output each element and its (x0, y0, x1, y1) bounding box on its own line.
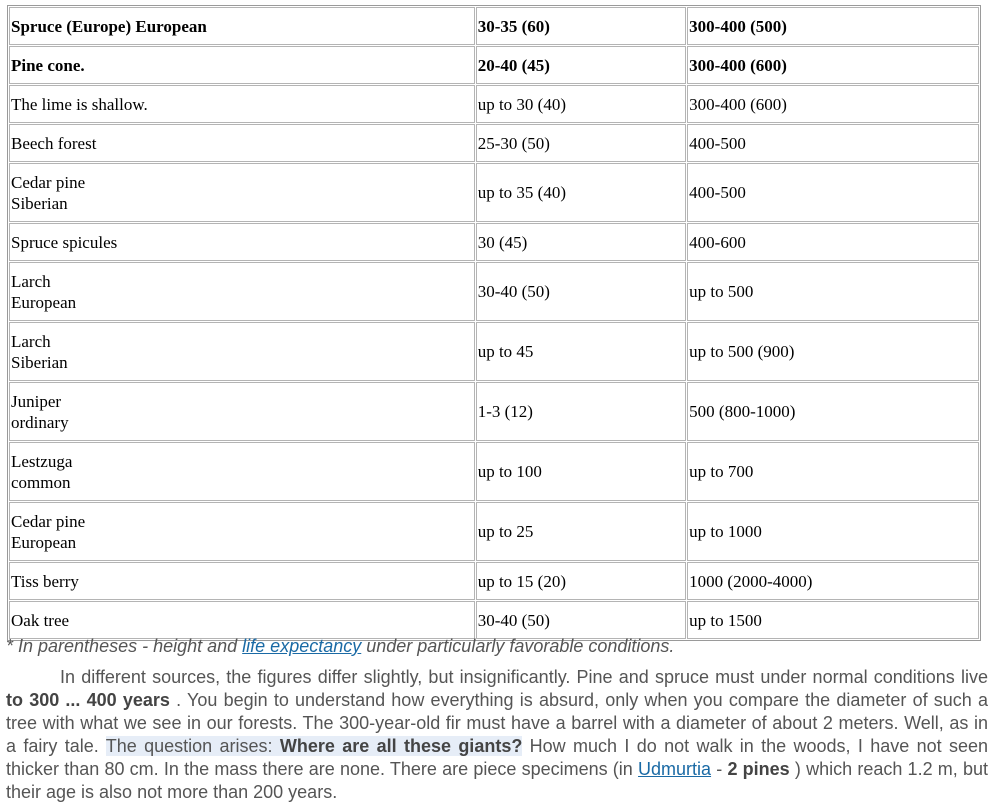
tree-name-cell (9, 124, 475, 162)
body-paragraph (6, 666, 988, 804)
height-cell: 30-40 (50) (476, 262, 686, 321)
tree-name-cell (9, 442, 475, 501)
height-cell: up to 15 (20) (476, 562, 686, 600)
table-row (9, 442, 979, 501)
tree-name-line: Pine cone. (11, 55, 85, 75)
height-cell: 20-40 (45) (476, 46, 686, 84)
table-row (9, 601, 979, 639)
tree-name-line: ordinary (11, 412, 69, 432)
tree-name-cell (9, 562, 475, 600)
height-cell: up to 25 (476, 502, 686, 561)
paragraph-text: - (711, 759, 728, 779)
table-row (9, 46, 979, 84)
age-cell: up to 1000 (687, 502, 979, 561)
height-cell: up to 45 (476, 322, 686, 381)
life-expectancy-link[interactable]: life expectancy (242, 636, 362, 656)
tree-name-cell (9, 163, 475, 222)
tree-name-cell (9, 46, 475, 84)
paragraph-text: How much I do not walk in the woods, I have not seen thicker than 80 cm. In the mass there are none. There are piece specimens (in (6, 736, 989, 779)
tree-name-line: Spruce (Europe) European (11, 16, 207, 36)
height-cell: up to 30 (40) (476, 85, 686, 123)
tree-name-line: Spruce spicules (11, 232, 118, 252)
tree-name-line: Beech forest (11, 133, 97, 153)
age-cell: 300-400 (500) (687, 7, 979, 45)
tree-lifespan-table (7, 5, 981, 641)
paragraph-text: ) which reach 1.2 m, but their age is also not more than 200 years. (6, 759, 989, 802)
tree-name-cell (9, 223, 475, 261)
tree-name-line: European (11, 532, 77, 552)
paragraph-bold: to 300 ... 400 years (6, 690, 170, 710)
height-cell: 25-30 (50) (476, 124, 686, 162)
table-row (9, 85, 979, 123)
table-row (9, 502, 979, 561)
table-row (9, 562, 979, 600)
age-cell: 400-500 (687, 163, 979, 222)
tree-name-line: Cedar pine (11, 172, 86, 192)
table-row (9, 124, 979, 162)
tree-name-line: common (11, 472, 71, 492)
age-cell: up to 1500 (687, 601, 979, 639)
tree-name-cell (9, 322, 475, 381)
age-cell: 300-400 (600) (687, 85, 979, 123)
height-cell: up to 35 (40) (476, 163, 686, 222)
tree-name-line: Oak tree (11, 610, 70, 630)
tree-name-line: Lestzuga (11, 451, 73, 471)
table-row (9, 7, 979, 45)
paragraph-bold: 2 pines (727, 759, 790, 779)
height-cell: 30-40 (50) (476, 601, 686, 639)
tree-name-line: Tiss berry (11, 571, 79, 591)
footnote-prefix: * In parentheses - height and (6, 636, 243, 656)
tree-name-line: Siberian (11, 193, 68, 213)
highlighted-question (106, 736, 523, 756)
tree-name-line: Siberian (11, 352, 68, 372)
height-cell: 30 (45) (476, 223, 686, 261)
height-cell: up to 100 (476, 442, 686, 501)
tree-name-line: Larch (11, 331, 51, 351)
tree-name-cell (9, 7, 475, 45)
udmurtia-link[interactable]: Udmurtia (638, 759, 712, 779)
age-cell: 300-400 (600) (687, 46, 979, 84)
tree-name-line: Cedar pine (11, 511, 86, 531)
highlight-bold: Where are all these giants? (279, 736, 523, 756)
age-cell: 1000 (2000-4000) (687, 562, 979, 600)
tree-name-cell (9, 502, 475, 561)
table-row (9, 223, 979, 261)
footnote (6, 636, 986, 657)
table-row (9, 262, 979, 321)
age-cell: up to 700 (687, 442, 979, 501)
footnote-suffix: under particularly favorable conditions. (361, 636, 675, 656)
tree-name-line: European (11, 292, 77, 312)
highlight-text: The question arises: (105, 736, 280, 756)
age-cell: 400-600 (687, 223, 979, 261)
age-cell: up to 500 (687, 262, 979, 321)
table-row (9, 382, 979, 441)
age-cell: 400-500 (687, 124, 979, 162)
tree-table-container (7, 5, 981, 641)
tree-name-cell (9, 382, 475, 441)
tree-name-line: Juniper (11, 391, 62, 411)
height-cell: 30-35 (60) (476, 7, 686, 45)
age-cell: 500 (800-1000) (687, 382, 979, 441)
tree-name-cell (9, 85, 475, 123)
height-cell: 1-3 (12) (476, 382, 686, 441)
tree-name-cell (9, 262, 475, 321)
tree-name-line: The lime is shallow. (11, 94, 148, 114)
age-cell: up to 500 (900) (687, 322, 979, 381)
table-row (9, 322, 979, 381)
tree-name-line: Larch (11, 271, 51, 291)
paragraph-text: . You begin to understand how everything is absurd, only when you compare the diameter of such a tree with what we see in our forests. The 300-year-old fir must have a barrel with a diameter of about 2 meters. Well, as in a fairy tale. (6, 690, 989, 756)
tree-name-cell (9, 601, 475, 639)
paragraph-text: In different sources, the figures differ slightly, but insignificantly. Pine and spruce must under normal conditions live (60, 667, 988, 687)
table-row (9, 163, 979, 222)
table-body (9, 7, 979, 639)
